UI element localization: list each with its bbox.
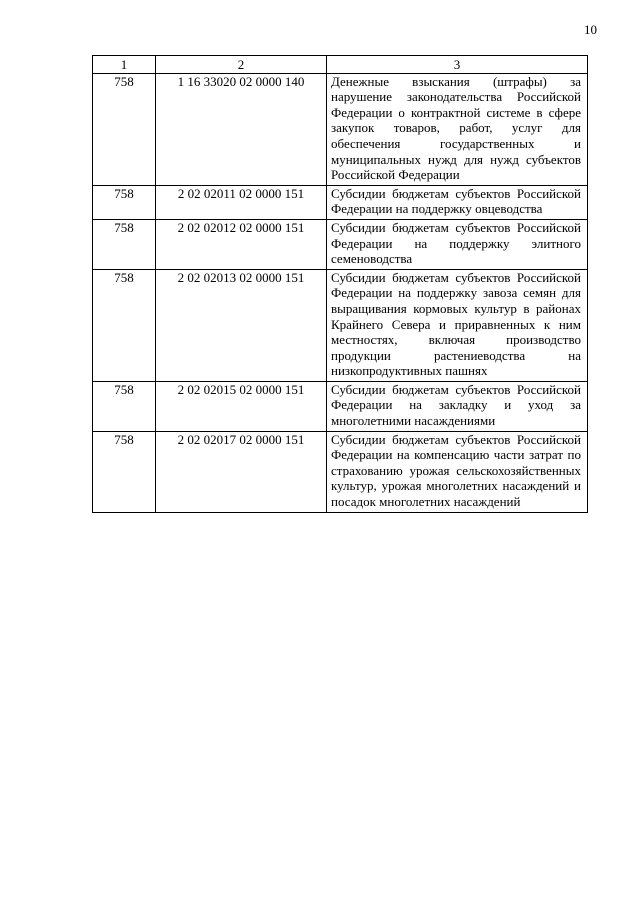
- admin-code-cell: 758: [93, 219, 156, 269]
- table-row: [93, 219, 588, 269]
- description-cell: Субсидии бюджетам субъектов Российской Федерации на поддержку элитного семеноводства: [327, 219, 588, 269]
- budget-code-cell: 2 02 02012 02 0000 151: [156, 219, 327, 269]
- admin-code-cell: 758: [93, 73, 156, 185]
- table-row: [93, 381, 588, 431]
- page-number: 10: [584, 22, 597, 37]
- budget-classification-table: [92, 55, 588, 513]
- budget-code-cell: 2 02 02011 02 0000 151: [156, 185, 327, 219]
- table-row: [93, 185, 588, 219]
- header-row: [93, 56, 588, 74]
- column-header-1: 1: [93, 56, 156, 74]
- budget-code-cell: 1 16 33020 02 0000 140: [156, 73, 327, 185]
- description-cell: Субсидии бюджетам субъектов Российской Федерации на поддержку завоза семян для выращивания кормовых культур в районах Крайнего Севера и приравненных к ним местностях, включая производство продукции растениеводства на низкопродуктивных пашнях: [327, 269, 588, 381]
- table-row: [93, 269, 588, 381]
- description-cell: Денежные взыскания (штрафы) за нарушение законодательства Российской Федерации о контрактной системе в сфере закупок товаров, работ, услуг для обеспечения государственных и муниципальных нужд для нужд субъектов Российской Федерации: [327, 73, 588, 185]
- description-cell: Субсидии бюджетам субъектов Российской Федерации на закладку и уход за многолетними насаждениями: [327, 381, 588, 431]
- table-row: [93, 431, 588, 512]
- admin-code-cell: 758: [93, 269, 156, 381]
- table-row: [93, 73, 588, 185]
- column-header-2: 2: [156, 56, 327, 74]
- description-cell: Субсидии бюджетам субъектов Российской Федерации на компенсацию части затрат по страхованию урожая сельскохозяйственных культур, урожая многолетних насаждений и посадок многолетних насаждений: [327, 431, 588, 512]
- column-header-3: 3: [327, 56, 588, 74]
- admin-code-cell: 758: [93, 185, 156, 219]
- admin-code-cell: 758: [93, 381, 156, 431]
- admin-code-cell: 758: [93, 431, 156, 512]
- budget-code-cell: 2 02 02017 02 0000 151: [156, 431, 327, 512]
- budget-code-cell: 2 02 02015 02 0000 151: [156, 381, 327, 431]
- budget-code-cell: 2 02 02013 02 0000 151: [156, 269, 327, 381]
- description-cell: Субсидии бюджетам субъектов Российской Федерации на поддержку овцеводства: [327, 185, 588, 219]
